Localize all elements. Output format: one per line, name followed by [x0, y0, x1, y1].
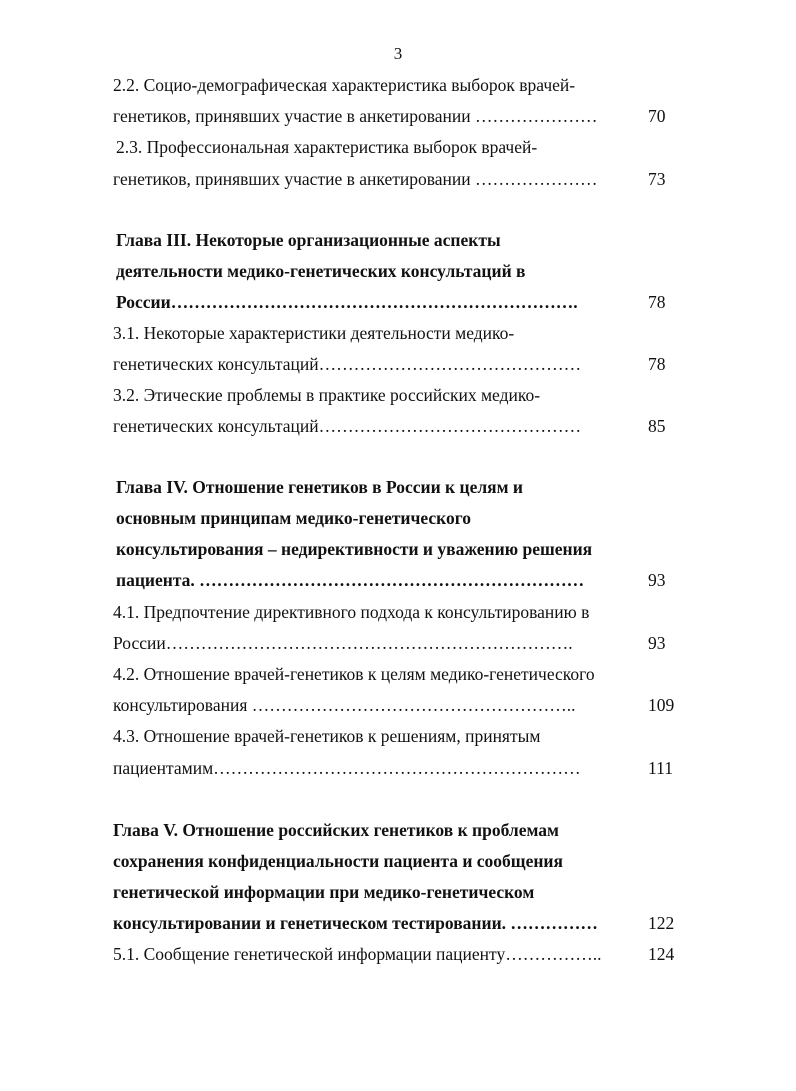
chapter-heading	[0, 505, 796, 531]
toc-line	[0, 166, 796, 192]
toc-text: 2.2. Социо-демографическая характеристика выборок врачей-	[113, 75, 576, 95]
toc-line	[0, 103, 796, 129]
toc-text: основным принципам медико-генетического	[116, 508, 471, 528]
toc-line	[0, 941, 796, 967]
toc-page-number: 93	[648, 570, 666, 590]
chapter-heading	[0, 227, 796, 253]
chapter-heading	[0, 567, 796, 593]
chapter-heading	[0, 289, 796, 315]
toc-line	[0, 134, 796, 160]
toc-text: России…………………………………………………………….	[116, 292, 578, 312]
toc-text: 4.1. Предпочтение директивного подхода к консультированию в	[113, 602, 590, 622]
toc-line	[0, 661, 796, 687]
toc-text: России…………………………………………………………….	[113, 633, 573, 653]
toc-page-number: 111	[648, 758, 673, 778]
chapter-heading	[0, 536, 796, 562]
toc-page-number: 73	[648, 169, 666, 189]
toc-text: консультирования – недирективности и уважению решения	[116, 539, 593, 559]
toc-text: Глава IV. Отношение генетиков в России к целям и	[116, 477, 524, 497]
toc-text: деятельности медико-генетических консультаций в	[116, 261, 526, 281]
chapter-heading	[0, 910, 796, 936]
toc-line	[0, 755, 796, 781]
chapter-heading	[0, 474, 796, 500]
chapter-heading	[0, 817, 796, 843]
toc-line	[0, 723, 796, 749]
toc-page-number: 109	[648, 695, 675, 715]
chapter-heading	[0, 879, 796, 905]
toc-text: генетиков, принявших участие в анкетировании …………………	[113, 106, 598, 126]
toc-text: 2.3. Профессиональная характеристика выборок врачей-	[116, 137, 538, 157]
toc-text: пациента. …………………………………………………………	[116, 570, 585, 590]
toc-page-number: 78	[648, 292, 666, 312]
toc-page-number: 93	[648, 633, 666, 653]
toc-text: Глава III. Некоторые организационные аспекты	[116, 230, 501, 250]
toc-text: 4.3. Отношение врачей-генетиков к решениям, принятым	[113, 726, 541, 746]
toc-text: пациентамим………………………………………………………	[113, 758, 581, 778]
toc-text: 4.2. Отношение врачей-генетиков к целям медико-генетического	[113, 664, 595, 684]
toc-text: генетических консультаций………………………………………	[113, 354, 582, 374]
toc-page-number: 85	[648, 416, 666, 436]
toc-text: 5.1. Сообщение генетической информации пациенту……………..	[113, 944, 602, 964]
toc-line	[0, 382, 796, 408]
toc-text: сохранения конфиденциальности пациента и сообщения	[113, 851, 563, 871]
toc-text: Глава V. Отношение российских генетиков к проблемам	[113, 820, 559, 840]
toc-page-number: 70	[648, 106, 666, 126]
toc-text: генетиков, принявших участие в анкетировании …………………	[113, 169, 598, 189]
toc-text: генетических консультаций………………………………………	[113, 416, 582, 436]
chapter-heading	[0, 258, 796, 284]
toc-line	[0, 72, 796, 98]
toc-text: 3.1. Некоторые характеристики деятельности медико-	[113, 323, 515, 343]
chapter-heading	[0, 848, 796, 874]
toc-line	[0, 692, 796, 718]
toc-line	[0, 320, 796, 346]
toc-page-number: 122	[648, 913, 675, 933]
toc-line	[0, 630, 796, 656]
toc-text: консультирования ………………………………………………..	[113, 695, 576, 715]
toc-line	[0, 413, 796, 439]
toc-page-number: 78	[648, 354, 666, 374]
toc-text: 3.2. Этические проблемы в практике российских медико-	[113, 385, 541, 405]
page-number: 3	[393, 44, 403, 63]
toc-line	[0, 599, 796, 625]
toc-text: генетической информации при медико-генетическом	[113, 882, 535, 902]
toc-line	[0, 351, 796, 377]
toc-page-number: 124	[648, 944, 675, 964]
toc-text: консультировании и генетическом тестировании. ……………	[113, 913, 598, 933]
